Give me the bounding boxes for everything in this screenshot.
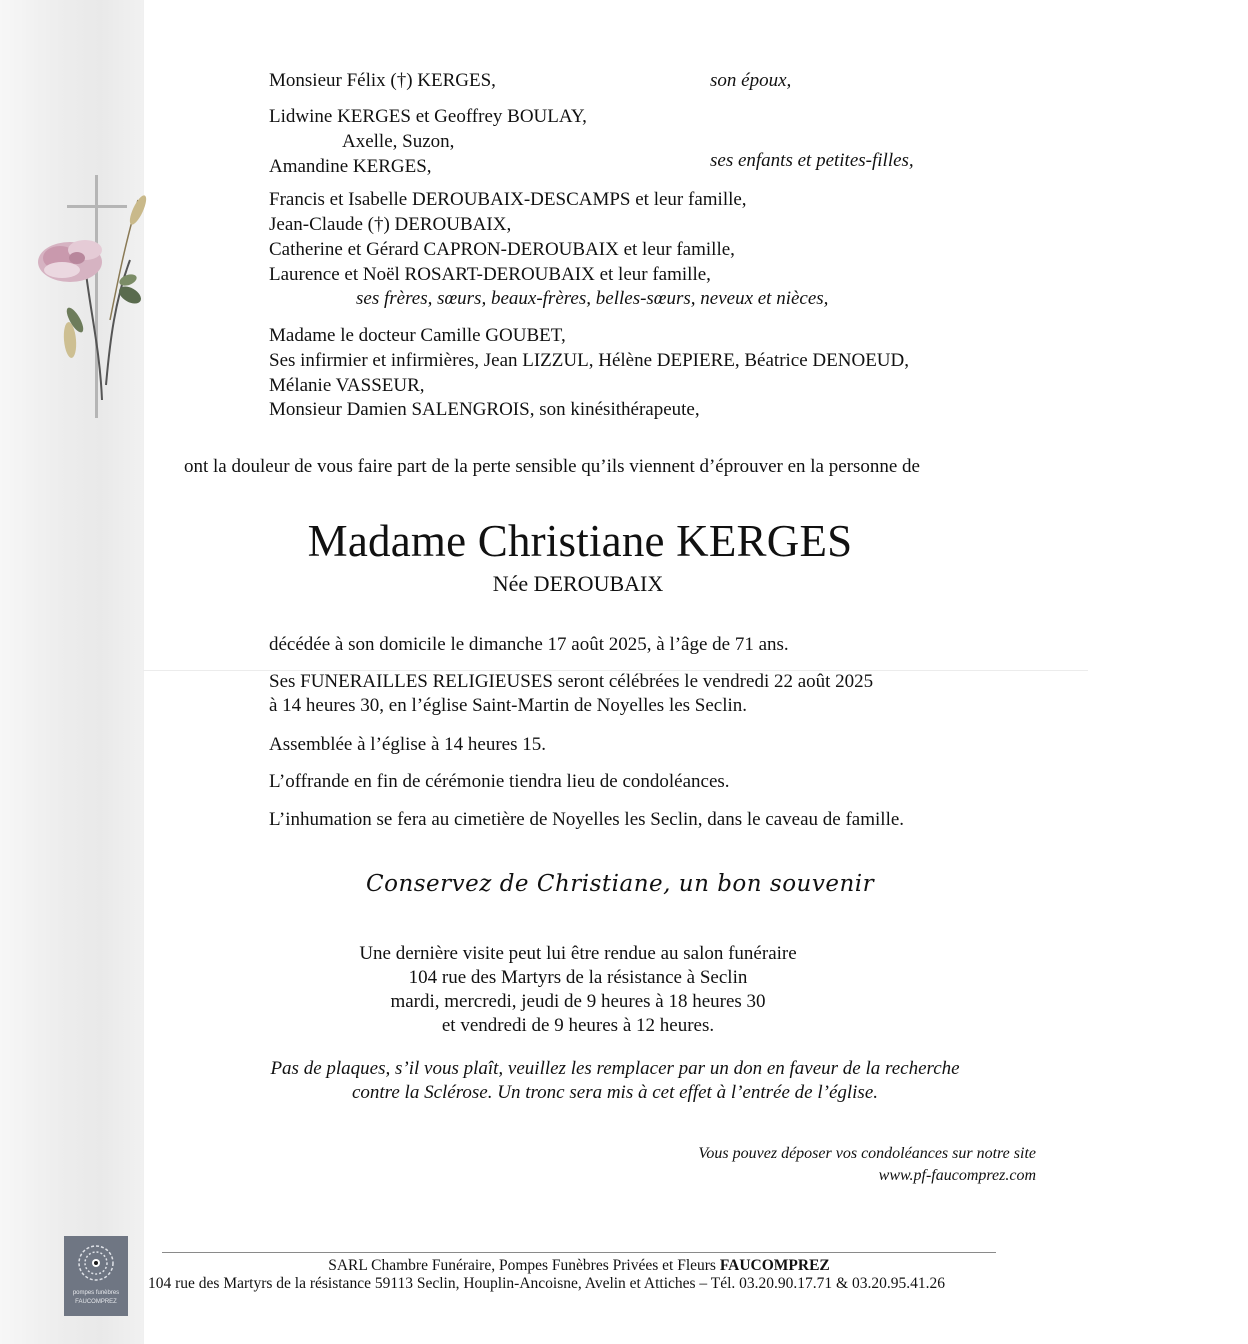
burial-notice: L’inhumation se fera au cimetière de Noyelles les Seclin, dans le caveau de famille. <box>269 809 905 830</box>
caregiver-line: Monsieur Damien SALENGROIS, son kinésithérapeute, <box>269 399 700 420</box>
cross-flower-illustration <box>30 170 155 425</box>
logo-brand: FAUCOMPREZ <box>75 1299 117 1305</box>
grandchildren-line: Axelle, Suzon, <box>342 131 455 152</box>
footer-company-brand: FAUCOMPREZ <box>719 1257 830 1274</box>
siblings-relation: ses frères, sœurs, beaux-frères, belles-sœurs, neveux et nièces, <box>356 288 829 309</box>
death-notice: décédée à son domicile le dimanche 17 août 2025, à l’âge de 71 ans. <box>269 634 789 655</box>
offering-notice: L’offrande en fin de cérémonie tiendra lieu de condoléances. <box>269 771 730 792</box>
children-relation: ses enfants et petites-filles, <box>710 150 914 171</box>
logo-tagline: pompes funèbres <box>72 1290 120 1296</box>
husband-relation: son époux, <box>710 70 792 91</box>
rose-icon <box>38 240 102 282</box>
visit-line: et vendredi de 9 heures à 12 heures. <box>441 1015 715 1036</box>
visit-line: 104 rue des Martyrs de la résistance à Seclin <box>408 967 748 988</box>
no-plaques-line: contre la Sclérose. Un tronc sera mis à cet effet à l’entrée de l’église. <box>351 1082 879 1103</box>
assembly-notice: Assemblée à l’église à 14 heures 15. <box>269 734 546 755</box>
deceased-name: Madame Christiane KERGES <box>307 516 853 566</box>
flower-emblem-icon <box>77 1244 115 1282</box>
announcement-text: ont la douleur de vous faire part de la perte sensible qu’ils viennent d’éprouver en la personne de <box>184 456 920 477</box>
sibling-line: Francis et Isabelle DEROUBAIX-DESCAMPS et leur famille, <box>269 189 747 210</box>
sibling-line: Jean-Claude (†) DEROUBAIX, <box>269 214 512 235</box>
wheat-ear <box>127 193 150 226</box>
child-line: Amandine KERGES, <box>269 156 432 177</box>
funeral-line: à 14 heures 30, en l’église Saint-Martin de Noyelles les Seclin. <box>269 695 748 716</box>
funeral-line: Ses FUNERAILLES RELIGIEUSES seront célébrées le vendredi 22 août 2025 <box>269 671 874 692</box>
sibling-line: Catherine et Gérard CAPRON-DEROUBAIX et leur famille, <box>269 239 735 260</box>
condolences-line: Vous pouvez déposer vos condoléances sur notre site <box>698 1145 1036 1162</box>
condolences-site-link[interactable]: www.pf-faucomprez.com <box>878 1167 1036 1184</box>
footer-divider <box>162 1252 996 1253</box>
visit-line: mardi, mercredi, jeudi de 9 heures à 18 heures 30 <box>390 991 766 1012</box>
memory-script: Conservez de Christiane, un bon souvenir <box>366 871 875 897</box>
child-line: Lidwine KERGES et Geoffrey BOULAY, <box>269 106 587 127</box>
sibling-line: Laurence et Noël ROSART-DEROUBAIX et leur famille, <box>269 264 711 285</box>
no-plaques-line: Pas de plaques, s’il vous plaît, veuillez les remplacer par un don en faveur de la recherche <box>270 1058 960 1079</box>
husband-name: Monsieur Félix (†) KERGES, <box>269 70 496 91</box>
caregiver-line: Madame le docteur Camille GOUBET, <box>269 325 566 346</box>
leaf-icon <box>116 283 144 307</box>
caregiver-line: Mélanie VASSEUR, <box>269 375 425 396</box>
cross-bar <box>67 205 127 208</box>
footer-company-prefix: SARL Chambre Funéraire, Pompes Funèbres Privées et Fleurs <box>328 1257 716 1274</box>
caregiver-line: Ses infirmier et infirmières, Jean LIZZUL, Hélène DEPIERE, Béatrice DENOEUD, <box>269 350 909 371</box>
visit-line: Une dernière visite peut lui être rendue au salon funéraire <box>359 943 797 964</box>
flower-stem <box>85 265 102 400</box>
faucomprez-logo <box>64 1236 128 1316</box>
cross-icon <box>95 175 98 418</box>
footer-address: 104 rue des Martyrs de la résistance 59113 Seclin, Houplin-Ancoisne, Avelin et Attiches – Tél. 03.20.90.17.71 & 03.20.95.41.26 <box>148 1275 945 1292</box>
maiden-name: Née DEROUBAIX <box>492 571 664 596</box>
